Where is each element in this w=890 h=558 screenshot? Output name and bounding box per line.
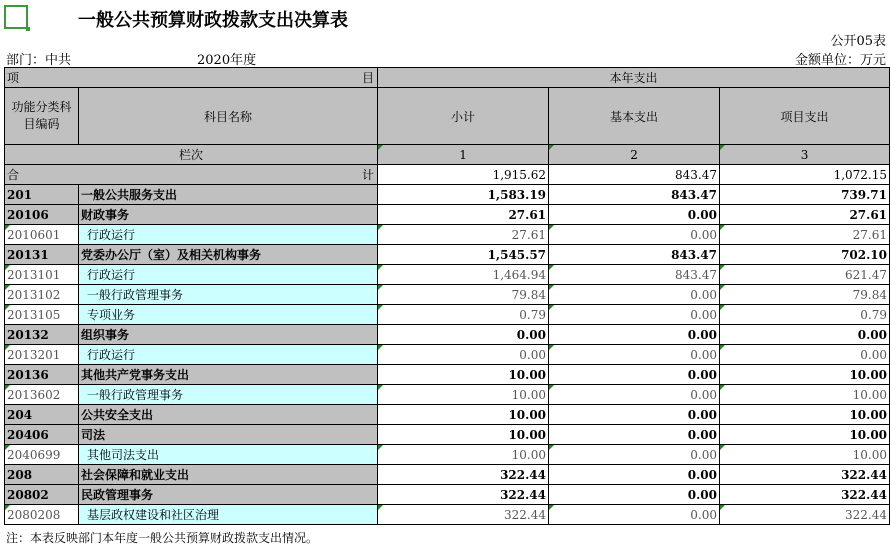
row-project: 10.00 [720,385,890,405]
row-code: 20802 [5,485,79,505]
row-basic: 0.00 [549,505,720,525]
header-col-label: 栏次 [5,145,378,165]
row-subtotal: 322.44 [378,485,549,505]
table-row [5,465,890,485]
row-name: 一般行政管理事务 [79,285,378,305]
row-name: 党委办公厅（室）及相关机构事务 [79,245,378,265]
header-basic: 基本支出 [549,88,720,145]
row-project: 322.44 [720,465,890,485]
table-row [5,245,890,265]
row-name: 其他共产党事务支出 [79,365,378,385]
row-code: 20136 [5,365,79,385]
row-subtotal: 322.44 [378,505,549,525]
row-project: 10.00 [720,365,890,385]
row-subtotal: 27.61 [378,205,549,225]
row-name: 司法 [79,425,378,445]
row-code: 2013102 [5,285,79,305]
total-ji: 计 [362,168,375,182]
row-basic: 0.00 [549,445,720,465]
row-code: 201 [5,185,79,205]
row-code: 20406 [5,425,79,445]
table-row [5,385,890,405]
row-code: 20132 [5,325,79,345]
row-subtotal: 1,545.57 [378,245,549,265]
header-col2: 2 [549,145,720,165]
row-project: 79.84 [720,285,890,305]
row-subtotal: 27.61 [378,225,549,245]
row-subtotal: 10.00 [378,385,549,405]
total-label [5,165,378,185]
table-row [5,365,890,385]
unit-label: 金额单位：万元 [794,53,886,68]
row-basic: 0.00 [549,345,720,365]
expenditure-table [4,67,890,525]
row-basic: 843.47 [549,185,720,205]
header-mu: 目 [362,71,375,85]
row-subtotal: 79.84 [378,285,549,305]
total-he: 合 [7,168,20,182]
row-subtotal: 322.44 [378,465,549,485]
department-label: 部门：中共 [6,53,72,68]
row-code: 2040699 [5,445,79,465]
table-row [5,205,890,225]
row-name: 公共安全支出 [79,405,378,425]
row-project: 0.00 [720,325,890,345]
row-code: 2080208 [5,505,79,525]
table-row [5,485,890,505]
row-subtotal: 1,583.19 [378,185,549,205]
row-basic: 843.47 [549,245,720,265]
header-project: 项目支出 [720,88,890,145]
row-project: 10.00 [720,445,890,465]
row-project: 10.00 [720,405,890,425]
row-subtotal: 10.00 [378,445,549,465]
row-basic: 843.47 [549,265,720,285]
row-code: 2013201 [5,345,79,365]
row-subtotal: 0.00 [378,325,549,345]
table-row [5,265,890,285]
header-subtotal: 小计 [378,88,549,145]
table-row [5,305,890,325]
row-basic: 0.00 [549,305,720,325]
row-name: 社会保障和就业支出 [79,465,378,485]
row-code: 204 [5,405,79,425]
header-col1: 1 [378,145,549,165]
row-subtotal: 10.00 [378,405,549,425]
row-project: 0.00 [720,345,890,365]
row-basic: 0.00 [549,325,720,345]
table-row [5,325,890,345]
row-name: 一般行政管理事务 [79,385,378,405]
row-subtotal: 10.00 [378,365,549,385]
form-code: 公开05表 [830,34,886,49]
row-project: 702.10 [720,245,890,265]
row-code: 2013101 [5,265,79,285]
header-name: 科目名称 [79,88,378,145]
footnote: 注：本表反映部门本年度一般公共预算财政拨款支出情况。 [6,531,319,545]
table-row [5,225,890,245]
row-name: 专项业务 [79,305,378,325]
row-code: 2013602 [5,385,79,405]
table-row [5,505,890,525]
row-project: 621.47 [720,265,890,285]
row-name: 基层政权建设和社区治理 [79,505,378,525]
table-row [5,185,890,205]
row-basic: 0.00 [549,365,720,385]
header-xiang: 项 [7,71,20,85]
row-project: 739.71 [720,185,890,205]
row-name: 行政运行 [79,265,378,285]
row-basic: 0.00 [549,425,720,445]
table-row [5,425,890,445]
row-basic: 0.00 [549,485,720,505]
row-subtotal: 0.00 [378,345,549,365]
row-name: 行政运行 [79,225,378,245]
total-project: 1,072.15 [720,165,890,185]
row-name: 组织事务 [79,325,378,345]
row-subtotal: 1,464.94 [378,265,549,285]
row-project: 322.44 [720,505,890,525]
header-xiang-mu [5,68,378,88]
page-title: 一般公共预算财政拨款支出决算表 [78,10,348,31]
row-code: 20106 [5,205,79,225]
table-row [5,405,890,425]
row-subtotal: 0.79 [378,305,549,325]
row-code: 20131 [5,245,79,265]
row-project: 27.61 [720,205,890,225]
row-basic: 0.00 [549,405,720,425]
row-basic: 0.00 [549,205,720,225]
row-project: 0.79 [720,305,890,325]
row-subtotal: 10.00 [378,425,549,445]
row-basic: 0.00 [549,225,720,245]
row-code: 2010601 [5,225,79,245]
year-label: 2020年度 [197,53,257,68]
table-row [5,445,890,465]
row-name: 一般公共服务支出 [79,185,378,205]
total-basic: 843.47 [549,165,720,185]
table-row [5,285,890,305]
row-basic: 0.00 [549,465,720,485]
row-code: 208 [5,465,79,485]
row-project: 27.61 [720,225,890,245]
row-basic: 0.00 [549,385,720,405]
table-row [5,345,890,365]
total-subtotal: 1,915.62 [378,165,549,185]
row-name: 其他司法支出 [79,445,378,465]
row-name: 民政管理事务 [79,485,378,505]
row-project: 322.44 [720,485,890,505]
header-this-year: 本年支出 [378,68,890,88]
header-col3: 3 [720,145,890,165]
row-name: 行政运行 [79,345,378,365]
row-code: 2013105 [5,305,79,325]
row-name: 财政事务 [79,205,378,225]
row-basic: 0.00 [549,285,720,305]
cell-cursor[interactable] [4,5,28,29]
header-code: 功能分类科目编码 [5,88,79,145]
row-project: 10.00 [720,425,890,445]
